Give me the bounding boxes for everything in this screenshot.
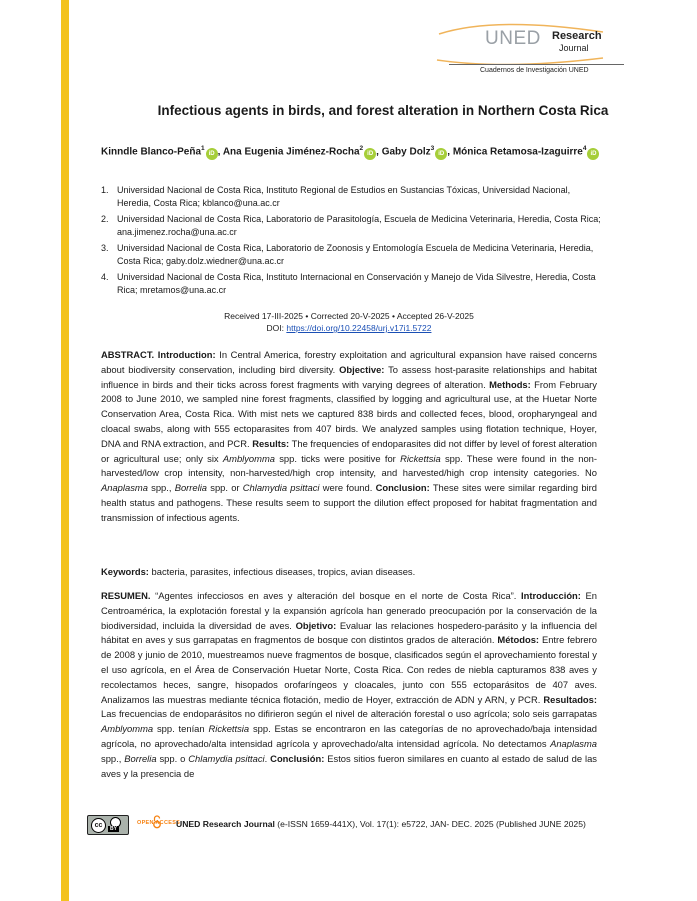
keywords-label: Keywords: xyxy=(101,566,149,577)
resumen-intro-heading: Introducción: xyxy=(521,590,581,601)
author-name: Mónica Retamosa-Izaguirre xyxy=(452,146,583,158)
orcid-icon[interactable]: iD xyxy=(587,148,599,160)
author-sep: , xyxy=(447,146,453,158)
resumen-results: spp. Estas se encontraron en las categorías de no aprovechado/baja intensidad agrícola, no aprovechado/alta intensidad agrícola y aprovechado/alta intensidad agrícola. No detectamos xyxy=(101,723,597,749)
taxon-italic: Chlamydia psittaci xyxy=(188,752,265,764)
keywords xyxy=(101,565,597,579)
resumen-results: spp., xyxy=(101,752,125,764)
journal-logo xyxy=(435,20,605,64)
author-name: Kinndle Blanco-Peña xyxy=(101,146,202,158)
abstract-results-heading: Results: xyxy=(252,437,290,449)
affiliation-number: 4. xyxy=(101,272,109,282)
cc-license-icon[interactable] xyxy=(87,815,129,835)
article-title: Infectious agents in birds, and forest alteration in Northern Costa Rica xyxy=(157,103,609,118)
resumen-conclusion-heading: Conclusión: xyxy=(270,752,325,764)
keywords-text: bacteria, parasites, infectious diseases, tropics, avian diseases. xyxy=(148,566,416,577)
citation-details: (e-ISSN 1659-441X), Vol. 17(1): e5722, JAN- DEC. 2025 (Published JUNE 2025) xyxy=(274,819,586,829)
resumen xyxy=(101,589,597,781)
page xyxy=(69,0,697,901)
doi-link[interactable]: https://doi.org/10.22458/urj.v17i1.5722 xyxy=(286,323,432,333)
author-sup: 1 xyxy=(201,145,205,152)
resumen-label: RESUMEN. xyxy=(101,590,151,601)
resumen-conclusion: Estos sitios fueron similares en cuanto al estado de salud de las aves y la presencia de xyxy=(101,752,597,779)
taxon-italic: Anaplasma xyxy=(101,482,148,494)
resumen-results-heading: Resultados: xyxy=(543,693,597,705)
cc-circle-icon: cc xyxy=(91,818,106,833)
affiliation-number: 1. xyxy=(101,185,109,195)
abstract-label: ABSTRACT. xyxy=(101,349,158,360)
footer xyxy=(87,815,627,837)
doi-row xyxy=(69,322,629,334)
accent-stripe xyxy=(61,0,69,901)
abstract-conclusion: These sites were similar regarding bird health status and pathogens. These results seem to support the dilution effect proposed for habitat fragmentation and transmission of infectious agents. xyxy=(101,482,597,523)
left-margin xyxy=(0,0,62,901)
author-sup: 2 xyxy=(359,145,364,152)
abstract-results: spp. ticks were positive for xyxy=(274,452,401,464)
author-sup: 4 xyxy=(582,145,587,152)
journal-name: UNED Research Journal xyxy=(176,819,275,829)
taxon-italic: Rickettsia xyxy=(400,452,441,464)
affiliation-text: Universidad Nacional de Costa Rica, Instituto Internacional en Conservación y Manejo de Vida Silvestre, Heredia, Costa Rica; mretamos@una.ac.cr xyxy=(117,272,596,295)
logo-uned: UNED xyxy=(485,28,541,49)
orcid-icon[interactable]: iD xyxy=(206,148,218,160)
abstract-conclusion-heading: Conclusion: xyxy=(375,482,430,494)
affiliation-item xyxy=(101,213,606,239)
resumen-title: “Agentes infecciosos en aves y alteración del bosque en el norte de Costa Rica”. xyxy=(150,590,522,601)
abstract-results: spp. or xyxy=(207,482,243,494)
open-access-label: OPEN ACCESS xyxy=(137,820,181,826)
author-name: Gaby Dolz xyxy=(381,146,431,158)
taxon-italic: Amblyomma xyxy=(101,723,154,735)
author-name: Ana Eugenia Jiménez-Rocha xyxy=(222,146,360,158)
orcid-icon[interactable]: iD xyxy=(435,148,447,160)
resumen-methods-heading: Métodos: xyxy=(497,634,540,646)
affiliation-number: 3. xyxy=(101,243,109,253)
resumen-results: Las frecuencias de endoparásitos no difirieron según el nivel de alteración forestal o uso agrícola; solo seis garrapatas xyxy=(101,708,597,720)
resumen-objective: Evaluar las relaciones hospedero-parásito y la influencia del hábitat en aves y sus garrapatas en fragmentos de bosque con distintos grados de alteración. xyxy=(101,619,597,646)
resumen-results: spp. o xyxy=(156,752,189,764)
taxon-italic: Rickettsia xyxy=(208,723,250,735)
author-list xyxy=(101,135,621,165)
abstract-intro: In Central America, forestry exploitation and agricultural expansion have raised concerns about biodiversity conservation, including bird diversity. xyxy=(101,349,597,375)
taxon-italic: Anaplasma xyxy=(550,737,597,749)
logo-journal: Journal xyxy=(559,43,589,53)
citation-line xyxy=(176,819,586,829)
author-sup: 3 xyxy=(430,145,435,152)
doi-label: DOI: xyxy=(266,323,287,333)
abstract-methods-heading: Methods: xyxy=(489,378,531,390)
affiliation-text: Universidad Nacional de Costa Rica, Instituto Regional de Estudios en Sustancias Tóxicas, Universidad Nacional, Heredia, Costa Rica; kblanco@una.ac.cr xyxy=(117,185,571,208)
abstract-results: were found. xyxy=(319,482,376,494)
taxon-italic: Borrelia xyxy=(174,482,208,494)
abstract-intro-heading: Introduction: xyxy=(157,349,216,360)
dates-block xyxy=(69,310,629,334)
abstract-objective-heading: Objective: xyxy=(339,363,385,375)
resumen-results: . xyxy=(264,752,271,764)
taxon-italic: Borrelia xyxy=(124,752,157,764)
abstract-results: The frequencies of endoparasites did not differ by level of forest alteration or agricultural use; only six xyxy=(101,437,597,464)
header-divider xyxy=(449,64,624,65)
abstract xyxy=(101,348,597,526)
logo-research: Research xyxy=(552,30,602,42)
affiliation-text: Universidad Nacional de Costa Rica, Laboratorio de Parasitología, Escuela de Medicina Veterinaria, Heredia, Costa Rica; ana.jimenez.rocha@una.ac.cr xyxy=(117,214,601,237)
author-sep: , xyxy=(217,146,223,158)
affiliation-text: Universidad Nacional de Costa Rica, Laboratorio de Zoonosis y Entomología Escuela de Medicina Veterinaria, Heredia, Costa Rica; gaby.dolz.wiedner@una.ac.cr xyxy=(117,243,594,266)
affiliation-list xyxy=(101,184,606,300)
author-sep: , xyxy=(376,146,382,158)
cc-by-label: BY xyxy=(110,826,117,832)
abstract-methods: From February 2008 to June 2010, we sampled nine forest fragments, classified by logging and agricultural use, at the Huetar Norte Conservation Area, Costa Rica. With mist nets we captured 838 birds and collected feces, blood, oropharyngeal and cloacal swabs, along with 555 ectoparasites from 407 birds. We analyzed samples using flotation technique, Hoyer, DNA and RNA extraction, and PCR. xyxy=(101,378,597,449)
affiliation-item xyxy=(101,242,606,268)
open-access-lock-icon xyxy=(153,815,161,829)
orcid-icon[interactable]: iD xyxy=(364,148,376,160)
affiliation-item xyxy=(101,271,606,297)
resumen-results: spp. tenían xyxy=(153,723,209,735)
taxon-italic: Amblyomma xyxy=(222,452,275,464)
taxon-italic: Chlamydia psittaci xyxy=(242,482,320,494)
resumen-objective-heading: Objetivo: xyxy=(295,619,337,631)
abstract-objective: To assess host-parasite relationships and habitat influence in birds and their ticks across forest fragments with varying degrees of alteration. xyxy=(101,363,597,390)
affiliation-item xyxy=(101,184,606,210)
resumen-methods: Entre febrero de 2008 y junio de 2010, muestreamos nueve fragmentos de bosque, clasificados según el aprovechamiento forestal y el uso agrícola, en el Área de Conservación Huetar Norte, Costa Rica. Con redes de niebla capturamos 838 aves y recolectamos heces, sangre, hisopados orofaríngeos y cloacales, junto con 555 ectoparásitos de 407 aves. Analizamos las muestras mediante técnica flotación, medio de Hoyer, extracción de ADN y ARN, y PCR. xyxy=(101,634,597,705)
abstract-results: spp. These were found in the non-harvested/low crop intensity, non-harvested/high crop intensity, and harvested/high crop intensity categories. No xyxy=(101,452,598,479)
received-dates: Received 17-III-2025 • Corrected 20-V-2025 • Accepted 26-V-2025 xyxy=(224,311,474,321)
resumen-intro: En Centroamérica, la explotación forestal y la expansión agrícola han generado preocupación por la conservación de la biodiversidad, incluida la diversidad de aves. xyxy=(101,590,597,631)
abstract-results: spp., xyxy=(147,482,175,494)
affiliation-number: 2. xyxy=(101,214,109,224)
header-subtitle: Cuadernos de Investigación UNED xyxy=(480,67,589,74)
